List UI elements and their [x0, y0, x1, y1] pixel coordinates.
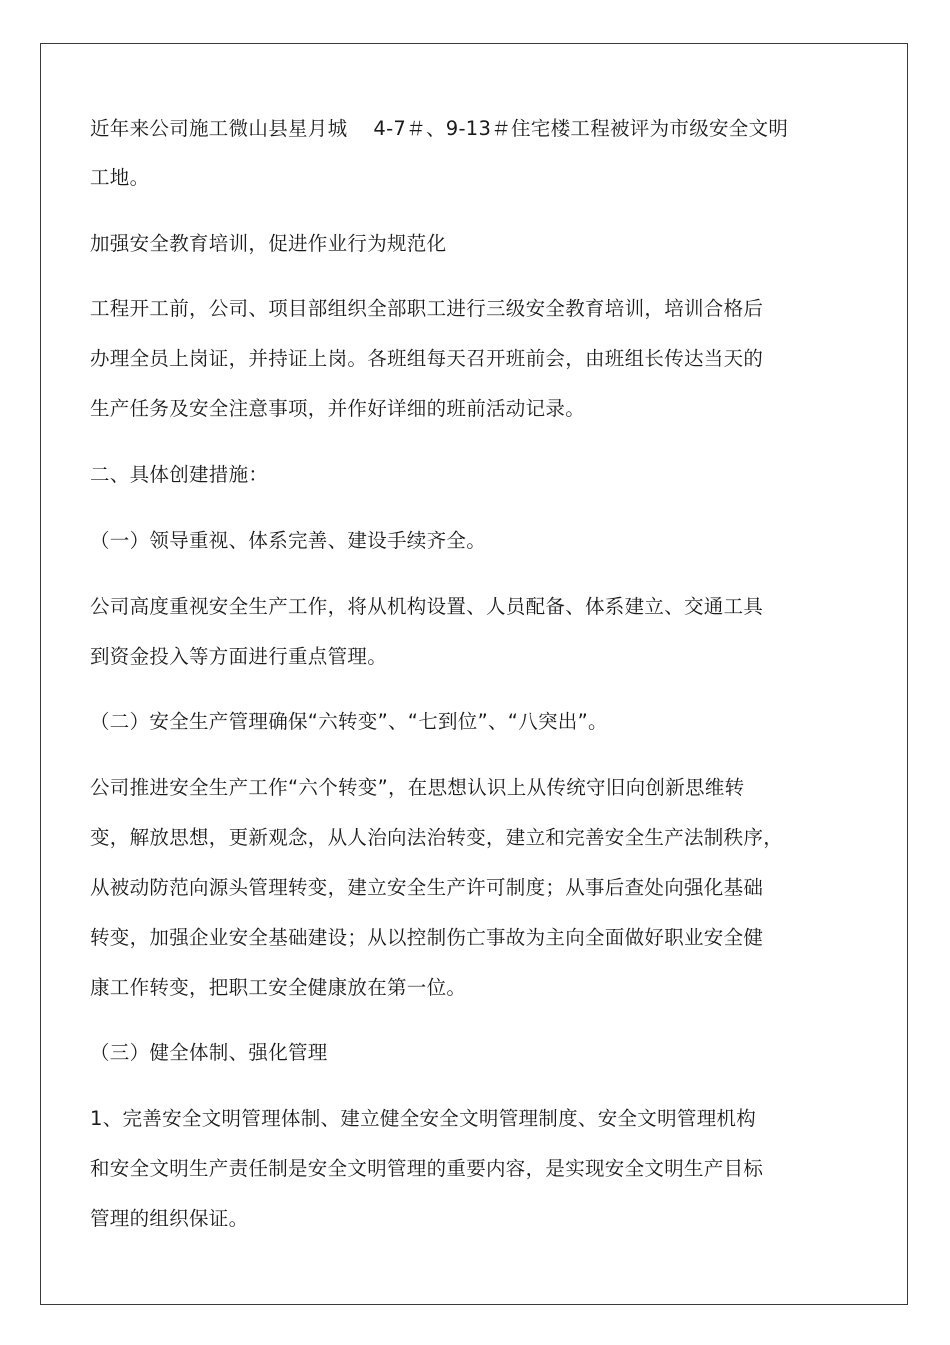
body-text-line: 工程开工前，公司、项目部组织全部职工进行三级安全教育培训，培训合格后	[90, 297, 764, 320]
body-text-line: 到资金投入等方面进行重点管理。	[90, 645, 388, 668]
section-heading: 二、具体创建措施：	[90, 463, 269, 486]
body-text-line: 公司高度重视安全生产工作，将从机构设置、人员配备、体系建立、交通工具	[90, 595, 764, 618]
body-text-line: 管理的组织保证。	[90, 1207, 249, 1230]
body-text-line: 变，解放思想，更新观念，从人治向法治转变，建立和完善安全生产法制秩序，	[90, 826, 784, 849]
subsection-heading: （三）健全体制、强化管理	[90, 1041, 328, 1064]
body-text-line: 转变，加强企业安全基础建设；从以控制伤亡事故为主向全面做好职业安全健	[90, 926, 764, 949]
section-heading: 加强安全教育培训，促进作业行为规范化	[90, 232, 447, 255]
subsection-heading: （二）安全生产管理确保“六转变”、“七到位”、“八突出”。	[90, 710, 608, 733]
body-text-line: 办理全员上岗证，并持证上岗。各班组每天召开班前会，由班组长传达当天的	[90, 347, 764, 370]
body-text-line: 和安全文明生产责任制是安全文明管理的重要内容，是实现安全文明生产目标	[90, 1157, 764, 1180]
body-text-line: 工地。	[90, 166, 150, 189]
body-text-line: 公司推进安全生产工作“六个转变”，在思想认识上从传统守旧向创新思维转	[90, 776, 745, 799]
body-text-line: 1、完善安全文明管理体制、建立健全安全文明管理制度、安全文明管理机构	[90, 1107, 757, 1130]
subsection-heading: （一）领导重视、体系完善、建设手续齐全。	[90, 529, 487, 552]
body-text-line: 生产任务及安全注意事项，并作好详细的班前活动记录。	[90, 397, 586, 420]
body-text-line: 近年来公司施工微山县星月城 4-7＃、9-13＃住宅楼工程被评为市级安全文明	[90, 117, 789, 140]
body-text-line: 从被动防范向源头管理转变，建立安全生产许可制度；从事后查处向强化基础	[90, 876, 764, 899]
body-text-line: 康工作转变，把职工安全健康放在第一位。	[90, 976, 467, 999]
